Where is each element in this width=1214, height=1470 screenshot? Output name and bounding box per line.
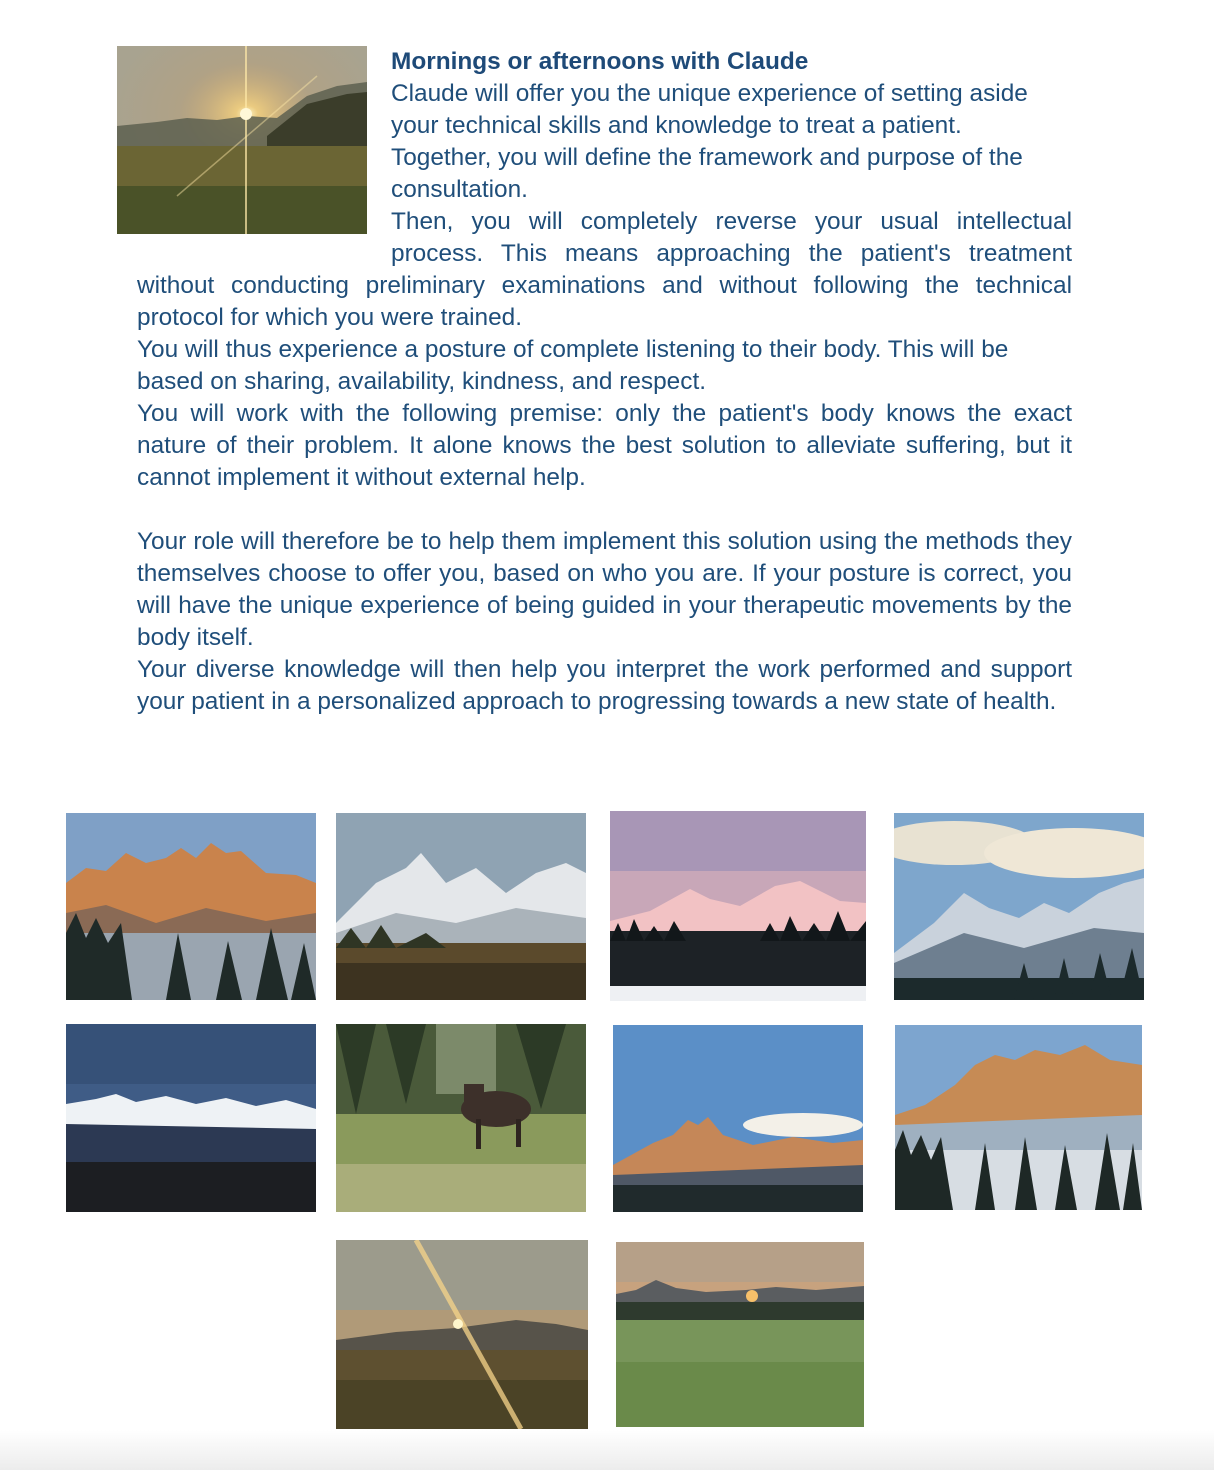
paragraph-4: You will thus experience a posture of complete listening to their body. This will be based on sharing, availability, kindness, and respect. [137,336,1009,395]
paragraph-7: Your diverse knowledge will then help you interpret the work performed and support your patient in a personalized approach to progressing towards a new state of health. [137,656,1072,715]
paragraph-2: Together, you will define the framework and purpose of the consultation. [391,144,1023,203]
gallery-photo-snowy-peak-meadow [336,813,586,1000]
gallery-photo-moose-forest [336,1024,586,1212]
gallery-photo-sunset-meadow [616,1242,864,1427]
paragraph-gap [137,494,1072,526]
gallery-photo-castle-mountain-sunlit [66,813,316,1000]
gallery-photo-snowy-peaks-clouds [894,813,1144,1000]
bottom-shade [0,1430,1214,1470]
gallery-photo-castle-mountain-blue-sky [613,1025,863,1212]
paragraph-1: Claude will offer you the unique experience of setting aside your technical skills and knowledge to treat a patient. [391,80,1028,139]
article-title: Mornings or afternoons with Claude [391,48,809,75]
gallery-photo-pink-alpenglow [610,811,866,1001]
paragraph-6: Your role will therefore be to help them implement this solution using the methods they themselves choose to offer you, based on who you are. If your posture is correct, you will have the unique experience of being guided in your therapeutic movements by the body itself. [137,528,1072,651]
article [137,46,1072,718]
hero-sunset-photo [117,46,367,234]
paragraph-5: You will work with the following premise: only the patient's body knows the exact nature of their problem. It alone knows the best solution to alleviate suffering, but it cannot implement it without external help. [137,400,1072,491]
gallery-photo-sunset-sun-flare [336,1240,588,1429]
gallery-photo-snow-ridge-dusk [66,1024,316,1212]
gallery-photo-castle-mountain-winter [895,1025,1142,1210]
paragraph-3: Then, you will completely reverse your usual intellectual process. This means approaching the patient's treatment without conducting preliminary examinations and without following the technical protocol for which you were trained. [137,208,1072,331]
